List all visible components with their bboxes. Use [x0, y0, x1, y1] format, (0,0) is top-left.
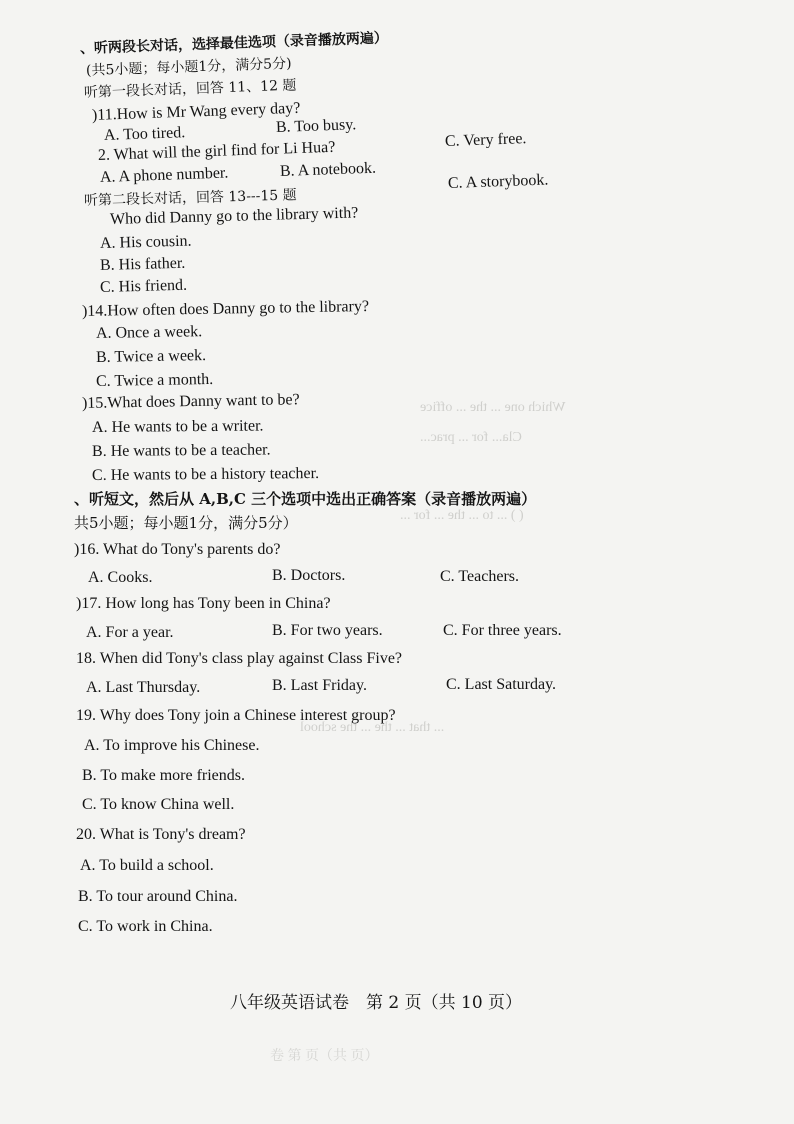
question-15-option-a: A. He wants to be a writer.: [91, 417, 264, 436]
question-12-option-c: C. A storybook.: [447, 171, 549, 192]
question-20-stem: 20. What is Tony's dream?: [76, 826, 246, 843]
question-12-option-b: B. A notebook.: [279, 159, 377, 180]
question-17-option-c: C. For three years.: [443, 622, 562, 639]
question-17-option-a: A. For a year.: [86, 624, 174, 641]
question-19-stem: 19. Why does Tony join a Chinese interest group?: [76, 707, 396, 724]
question-13-stem: Who did Danny go to the library with?: [109, 204, 359, 228]
question-20-option-b: B. To tour around China.: [78, 888, 238, 905]
question-20-option-a: A. To build a school.: [80, 857, 214, 874]
question-18-stem: 18. When did Tony's class play against Class Five?: [76, 650, 403, 667]
question-15-stem: )15.What does Danny want to be?: [81, 391, 300, 412]
page-footer: 八年级英语试卷 第 2 页（共 10 页）: [230, 993, 523, 1013]
question-11-option-b: B. Too busy.: [275, 116, 357, 136]
bleed-through-text: ( ) ... to ... the ... for ...: [400, 508, 524, 523]
question-12-option-a: A. A phone number.: [99, 164, 229, 186]
question-13-option-c: C. His friend.: [99, 276, 188, 296]
question-19-option-c: C. To know China well.: [82, 796, 235, 813]
dialog-1-instruction: 听第一段长对话，回答 11、12 题: [83, 77, 297, 101]
question-17-option-b: B. For two years.: [272, 622, 383, 639]
question-19-option-b: B. To make more friends.: [82, 767, 245, 784]
question-11-stem: )11.How is Mr Wang every day?: [91, 99, 301, 124]
question-11-option-a: A. Too tired.: [103, 124, 186, 144]
question-20-option-c: C. To work in China.: [78, 918, 213, 935]
section-b-header: 、听短文，然后从 A,B,C 三个选项中选出正确答案（录音播放两遍）: [74, 490, 537, 508]
question-12-stem: 2. What will the girl find for Li Hua?: [97, 138, 336, 164]
question-15-option-b: B. He wants to be a teacher.: [91, 441, 271, 460]
question-13-option-a: A. His cousin.: [99, 232, 192, 252]
question-11-option-c: C. Very free.: [444, 130, 527, 150]
bleed-through-text: ... that ... the ... the school: [300, 720, 445, 735]
question-16-stem: )16. What do Tony's parents do?: [74, 541, 281, 558]
question-18-option-b: B. Last Friday.: [272, 677, 367, 694]
question-18-option-a: A. Last Thursday.: [86, 679, 201, 696]
question-16-option-b: B. Doctors.: [272, 567, 346, 584]
question-14-stem: )14.How often does Danny go to the library?: [81, 297, 370, 320]
bleed-through-text: Cla... for ... prac...: [420, 430, 522, 445]
section-a-subheader: (共5小题；每小题1分，满分5分): [85, 55, 292, 79]
bleed-through-text: 卷 第 页（共 页）: [270, 1049, 379, 1064]
question-16-option-a: A. Cooks.: [88, 569, 153, 586]
question-19-option-a: A. To improve his Chinese.: [84, 737, 260, 754]
section-a-header: 、听两段长对话，选择最佳选项（录音播放两遍）: [79, 30, 389, 57]
question-14-option-c: C. Twice a month.: [95, 370, 214, 390]
question-16-option-c: C. Teachers.: [440, 568, 519, 585]
section-b-subheader: 共5小题；每小题1分，满分5分）: [74, 514, 298, 532]
question-13-option-b: B. His father.: [99, 254, 186, 274]
question-18-option-c: C. Last Saturday.: [446, 676, 557, 693]
dialog-2-instruction: 听第二段长对话，回答 13---15 题: [83, 187, 297, 209]
question-17-stem: )17. How long has Tony been in China?: [76, 595, 331, 612]
bleed-through-text: Which one ... the ... office: [420, 400, 566, 415]
question-15-option-c: C. He wants to be a history teacher.: [91, 465, 320, 484]
question-14-option-b: B. Twice a week.: [95, 347, 207, 366]
question-14-option-a: A. Once a week.: [95, 323, 203, 342]
